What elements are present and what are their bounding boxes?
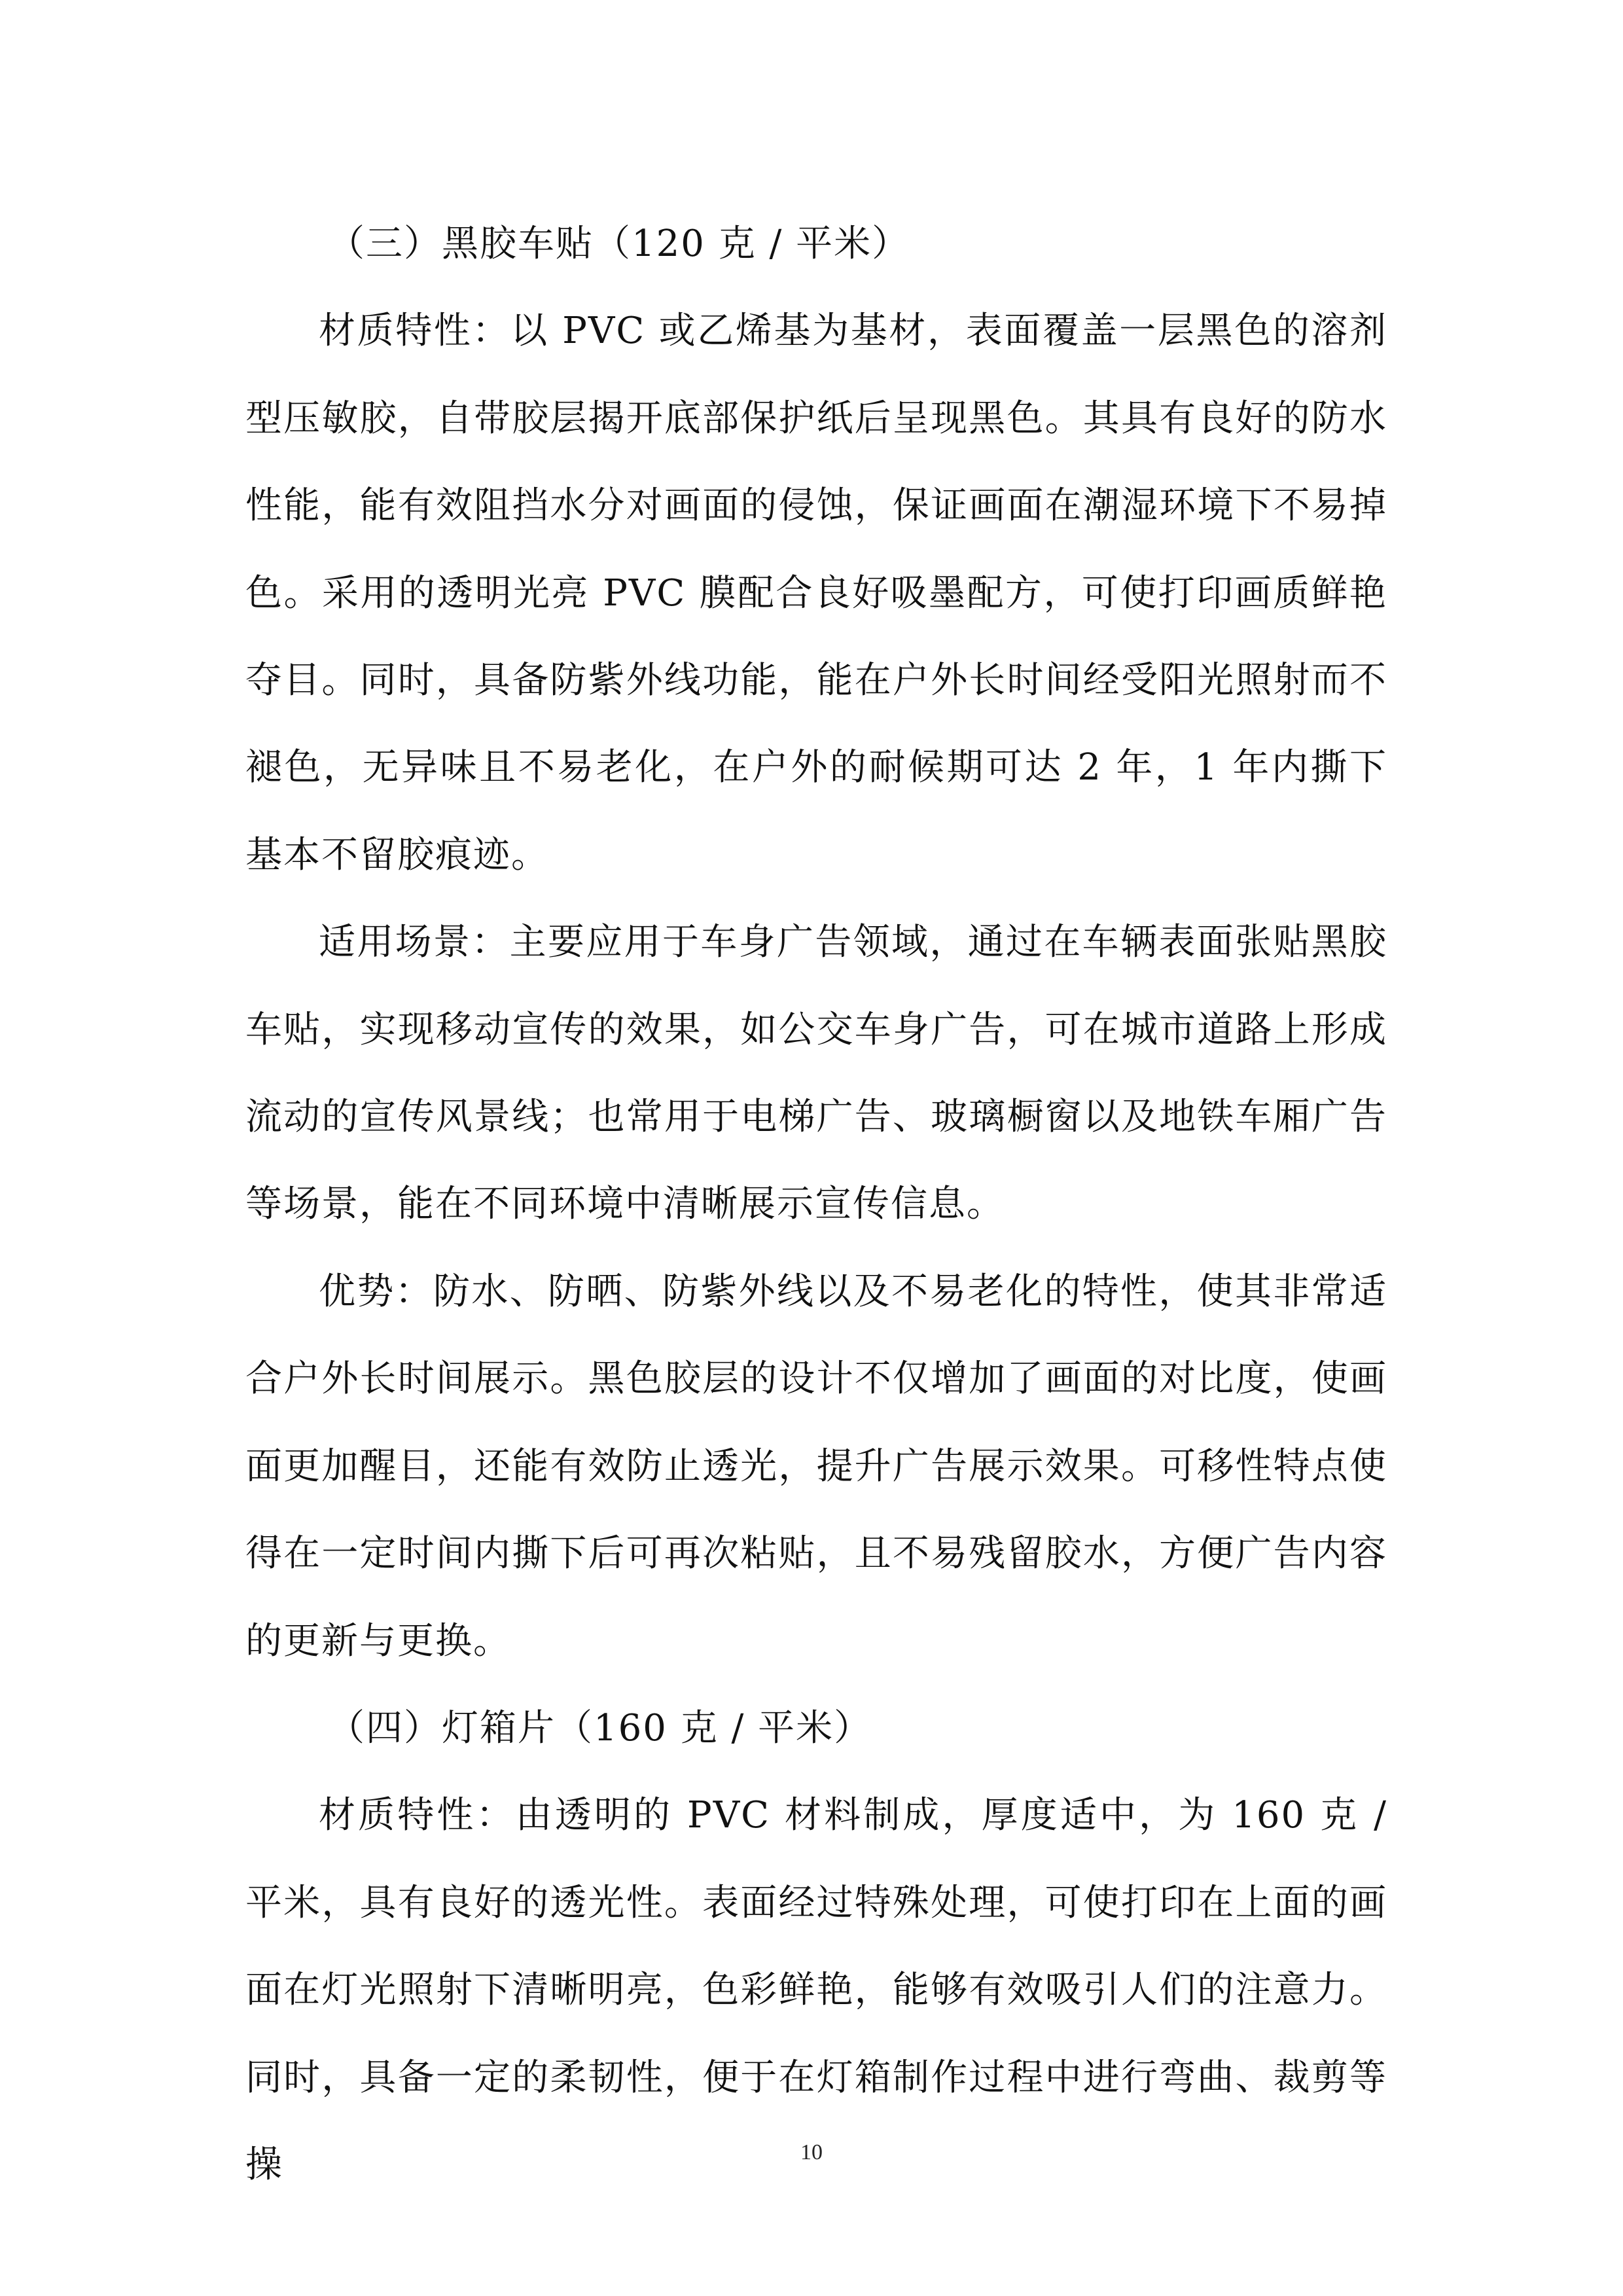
document-body bbox=[245, 200, 1387, 2208]
section-heading-4: （四）灯箱片（160 克 / 平米） bbox=[328, 1706, 872, 1749]
paragraph-material-properties: 材质特性：以 PVC 或乙烯基为基材，表面覆盖一层黑色的溶剂型压敏胶，自带胶层揭开底部保护纸后呈现黑色。其具有良好的防水性能，能有效阻挡水分对画面的侵蚀，保证画面在潮湿环境下不易掉色。采用的透明光亮 PVC 膜配合良好吸墨配方，可使打印画质鲜艳夺目。同时，具备防紫外线功能，能在户外长时间经受阳光照射而不褪色，无异味且不易老化，在户外的耐候期可达 2 年，1 年内撕下基本不留胶痕迹。 bbox=[245, 310, 1387, 876]
paragraph-lightbox-material-properties: 材质特性：由透明的 PVC 材料制成，厚度适中，为 160 克 / 平米，具有良好的透光性。表面经过特殊处理，可使打印在上面的画面在灯光照射下清晰明亮，色彩鲜艳，能够有效吸引人们的注意力。同时，具备一定的柔韧性，便于在灯箱制作过程中进行弯曲、裁剪等操 bbox=[245, 1794, 1387, 2186]
paragraph-advantages: 优势：防水、防晒、防紫外线以及不易老化的特性，使其非常适合户外长时间展示。黑色胶层的设计不仅增加了画面的对比度，使画面更加醒目，还能有效防止透光，提升广告展示效果。可移性特点使得在一定时间内撕下后可再次粘贴，且不易残留胶水，方便广告内容的更新与更换。 bbox=[245, 1270, 1387, 1662]
paragraph-application-scenarios: 适用场景：主要应用于车身广告领域，通过在车辆表面张贴黑胶车贴，实现移动宣传的效果，如公交车身广告，可在城市道路上形成流动的宣传风景线；也常用于电梯广告、玻璃橱窗以及地铁车厢广告等场景，能在不同环境中清晰展示宣传信息。 bbox=[245, 921, 1387, 1226]
section-heading-3: （三）黑胶车贴（120 克 / 平米） bbox=[328, 223, 910, 265]
page-number: 10 bbox=[800, 2140, 823, 2164]
